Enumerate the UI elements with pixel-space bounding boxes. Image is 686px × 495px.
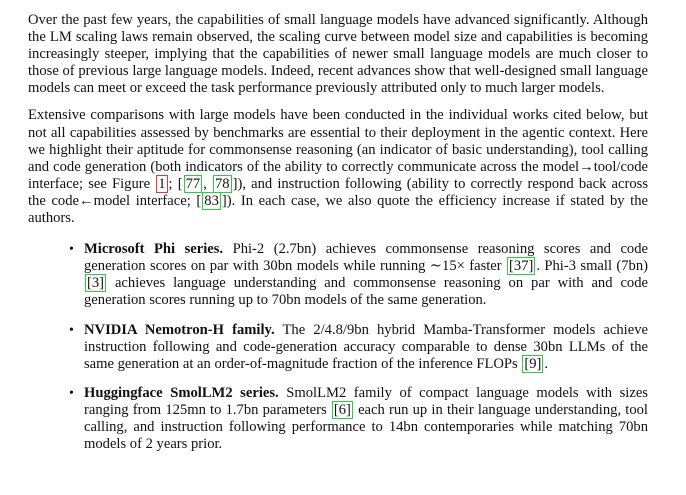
list-item-text: . Phi-3 small (7bn) bbox=[536, 258, 648, 275]
list-item-text: The 2/4.8/9bn hybrid Mamba-Transformer models achieve instruction following and code-generation accuracy comparable to dense 30bn LLMs of the same generation at an order-of-magnitude fraction of the inference FLOPs bbox=[84, 321, 648, 372]
figure-reference-link[interactable]: 1 bbox=[158, 175, 166, 192]
bullet-icon: • bbox=[69, 242, 74, 258]
citation-link[interactable]: 83 bbox=[204, 192, 219, 209]
bullet-icon: • bbox=[69, 322, 74, 338]
list-item-text: Phi-2 (2.7bn) achieves commonsense reasoning scores and code generation scores on par with 30bn models while running ∼15× faster bbox=[84, 241, 648, 275]
list-item-text: SmolLM2 family of compact language models with sizes ranging from 125mn to 1.7bn parameters bbox=[84, 384, 648, 418]
citation-link[interactable]: 77 bbox=[185, 175, 201, 192]
paragraph-text: ), and instruction following (ability to correctly respond back across the code←model interface; bbox=[28, 175, 649, 209]
paragraph-text: , bbox=[203, 175, 212, 192]
paragraph-text: ; bbox=[168, 175, 178, 192]
list-item-nemotron bbox=[69, 321, 648, 373]
bracket: ] bbox=[232, 175, 238, 192]
citation-link[interactable]: [9] bbox=[524, 355, 542, 372]
paragraph-intro: Over the past few years, the capabilities of small language models have advanced significantly. Although the LM scaling laws remain observed, the scaling curve between model size and capabilities is becoming increasingly steeper, implying that the capabilities of newer small language models are much closer to those of previous large language models. Indeed, recent advances show that well-designed small language models can meet or exceed the task performance previously attributed only to much larger models. bbox=[28, 12, 648, 97]
list-item-phi bbox=[69, 241, 648, 309]
list-item-text: . bbox=[544, 355, 549, 372]
citation-link[interactable]: 78 bbox=[215, 175, 230, 192]
paragraph-text: ). In each case, we also quote the efficiency increase if stated by the authors. bbox=[28, 192, 649, 227]
bracket: [ bbox=[196, 192, 202, 209]
model-list bbox=[28, 241, 648, 453]
list-item-title: NVIDIA Nemotron-H family. bbox=[84, 321, 275, 338]
citation-link[interactable]: [37] bbox=[509, 258, 534, 275]
list-item-title: Microsoft Phi series. bbox=[84, 241, 224, 258]
bullet-icon: • bbox=[69, 385, 74, 401]
list-item-title: Huggingface SmolLM2 series. bbox=[84, 384, 279, 401]
list-item-text: each run up in their language understanding, tool calling, and instruction following performance to 14bn contemporaries while matching 70bn models of 2 years prior. bbox=[84, 401, 648, 453]
bracket: [ bbox=[177, 175, 183, 192]
list-item-smollm2 bbox=[69, 384, 648, 453]
citation-link[interactable]: [3] bbox=[87, 275, 105, 292]
list-item-text: achieves language understanding and commonsense reasoning on par with and code generation scores running up to 70bn models of the same generation. bbox=[84, 275, 648, 309]
citation-link[interactable]: [6] bbox=[333, 401, 351, 418]
paragraph-text: Extensive comparisons with large models have been conducted in the individual works cited below, but not all capabilities assessed by benchmarks are essential to their deployment in the agentic context. Here we highlight their aptitude for commonsense reasoning (an indicator of basic understanding), tool calling and code generation (both indicators of the ability to correctly communicate across the model→tool/code interface; see Figure bbox=[28, 107, 648, 192]
bracket: ] bbox=[221, 192, 227, 209]
paragraph-comparisons bbox=[28, 107, 648, 227]
